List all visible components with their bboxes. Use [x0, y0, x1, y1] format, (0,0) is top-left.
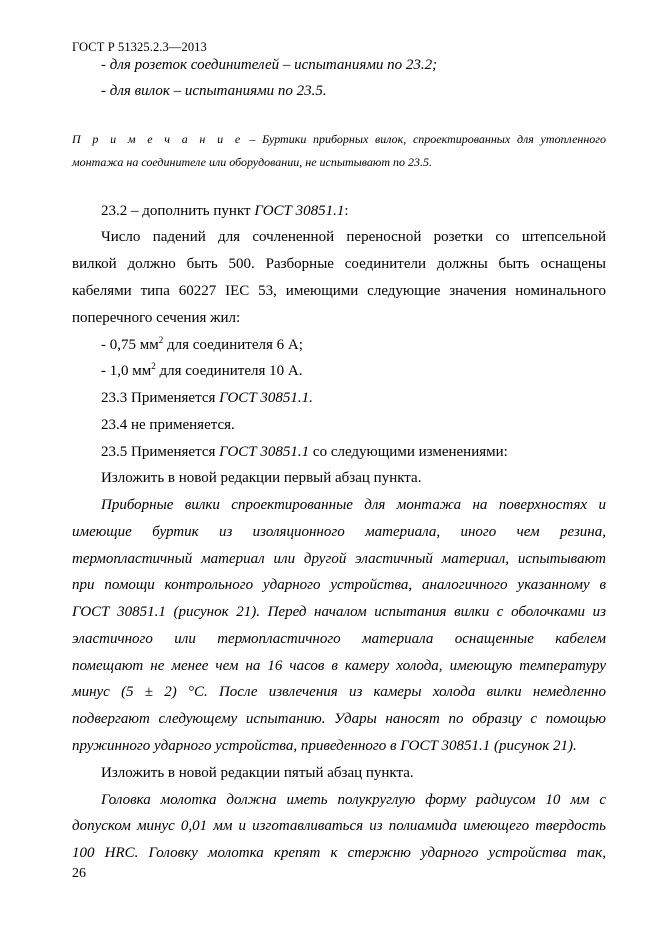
note-line-2: монтажа на соединителе или оборудовании, не испытывают по 23.5.: [72, 155, 433, 169]
italic-paragraph-line: помещают не менее чем на 16 часов в камеру холода, имеющую температуру: [72, 658, 606, 674]
section-23-2-text: 23.2 – дополнить пункт: [101, 203, 255, 219]
italic-paragraph-line: минус (5 ± 2) °С. После извлечения из камеры холода вилки немедленно: [72, 684, 606, 700]
italic-paragraph-line: допуском минус 0,01 мм и изготавливаться из полиамида имеющего твердость: [72, 818, 606, 834]
section-23-3: [101, 389, 313, 407]
section-23-3-text: 23.3 Применяется: [101, 390, 220, 406]
italic-paragraph-line: 100 HRC. Головку молотка крепят к стержню ударного устройства так,: [72, 845, 606, 861]
list-item-sockets: - для розеток соединителей – испытаниями по 23.2;: [101, 57, 438, 73]
section-23-2-heading: [101, 202, 349, 220]
cable-size-value: - 1,0 мм: [101, 363, 152, 379]
section-23-5-ref: ГОСТ 30851.1: [219, 444, 310, 460]
note-line-1-text: – Буртики приборных вилок, спроектированных для утопленного: [242, 132, 606, 146]
cable-size-value: - 0,75 мм: [101, 337, 159, 353]
cable-size-note: для соединителя 6 А;: [163, 337, 303, 353]
italic-paragraph-line: при помощи контрольного ударного устройства, аналогичного указанному в: [72, 577, 606, 593]
section-23-4: 23.4 не применяется.: [101, 417, 235, 433]
edit-instruction-1: Изложить в новой редакции первый абзац пункта.: [101, 470, 422, 486]
italic-paragraph-line: эластичного или термопластичного материала оснащенные кабелем: [72, 631, 606, 647]
italic-paragraph-line: Приборные вилки спроектированные для монтажа на поверхностях и: [101, 497, 606, 513]
italic-paragraph-line: термопластичный материал или другой эластичный материал, испытывают: [72, 551, 606, 567]
list-item-plugs: - для вилок – испытаниями по 23.5.: [101, 83, 327, 99]
paragraph-line: поперечного сечения жил:: [72, 310, 241, 326]
italic-paragraph-line: ГОСТ 30851.1 (рисунок 21). Перед началом испытания вилки с оболочками из: [72, 604, 606, 620]
note-line-1: [72, 131, 606, 147]
list-item-cable-10: [101, 362, 302, 380]
section-23-5-tail: со следующими изменениями:: [309, 444, 508, 460]
section-23-3-ref: ГОСТ 30851.1.: [219, 390, 313, 406]
superscript: 2: [158, 335, 164, 345]
section-23-5: [101, 443, 508, 461]
italic-paragraph-line: имеющие буртик из изоляционного материала, иного чем резина,: [72, 524, 606, 540]
note-label: П р и м е ч а н и е: [72, 132, 243, 146]
page-number: 26: [72, 866, 86, 881]
list-item-cable-075: [101, 336, 303, 354]
italic-paragraph-line: пружинного ударного устройства, приведенного в ГОСТ 30851.1 (рисунок 21).: [72, 738, 577, 754]
paragraph-line: кабелями типа 60227 IEC 53, имеющими следующие значения номинального: [72, 283, 606, 299]
cable-size-note: для соединителя 10 А.: [155, 363, 303, 379]
italic-paragraph-line: Головка молотка должна иметь полукруглую форму радиусом 10 мм с: [101, 792, 606, 808]
edit-instruction-2: Изложить в новой редакции пятый абзац пункта.: [101, 765, 414, 781]
section-23-2-colon: :: [344, 203, 349, 219]
superscript: 2: [151, 361, 156, 371]
italic-paragraph-line: подвергают следующему испытанию. Удары наносят по образцу с помощью: [72, 711, 606, 727]
paragraph-line: Число падений для сочлененной переносной розетки со штепсельной: [101, 229, 606, 245]
section-23-5-text: 23.5 Применяется: [101, 444, 220, 460]
document-header-code: ГОСТ Р 51325.2.3—2013: [72, 40, 207, 54]
paragraph-line: вилкой должно быть 500. Разборные соединители должны быть оснащены: [72, 256, 606, 272]
section-23-2-ref: ГОСТ 30851.1: [254, 203, 345, 219]
